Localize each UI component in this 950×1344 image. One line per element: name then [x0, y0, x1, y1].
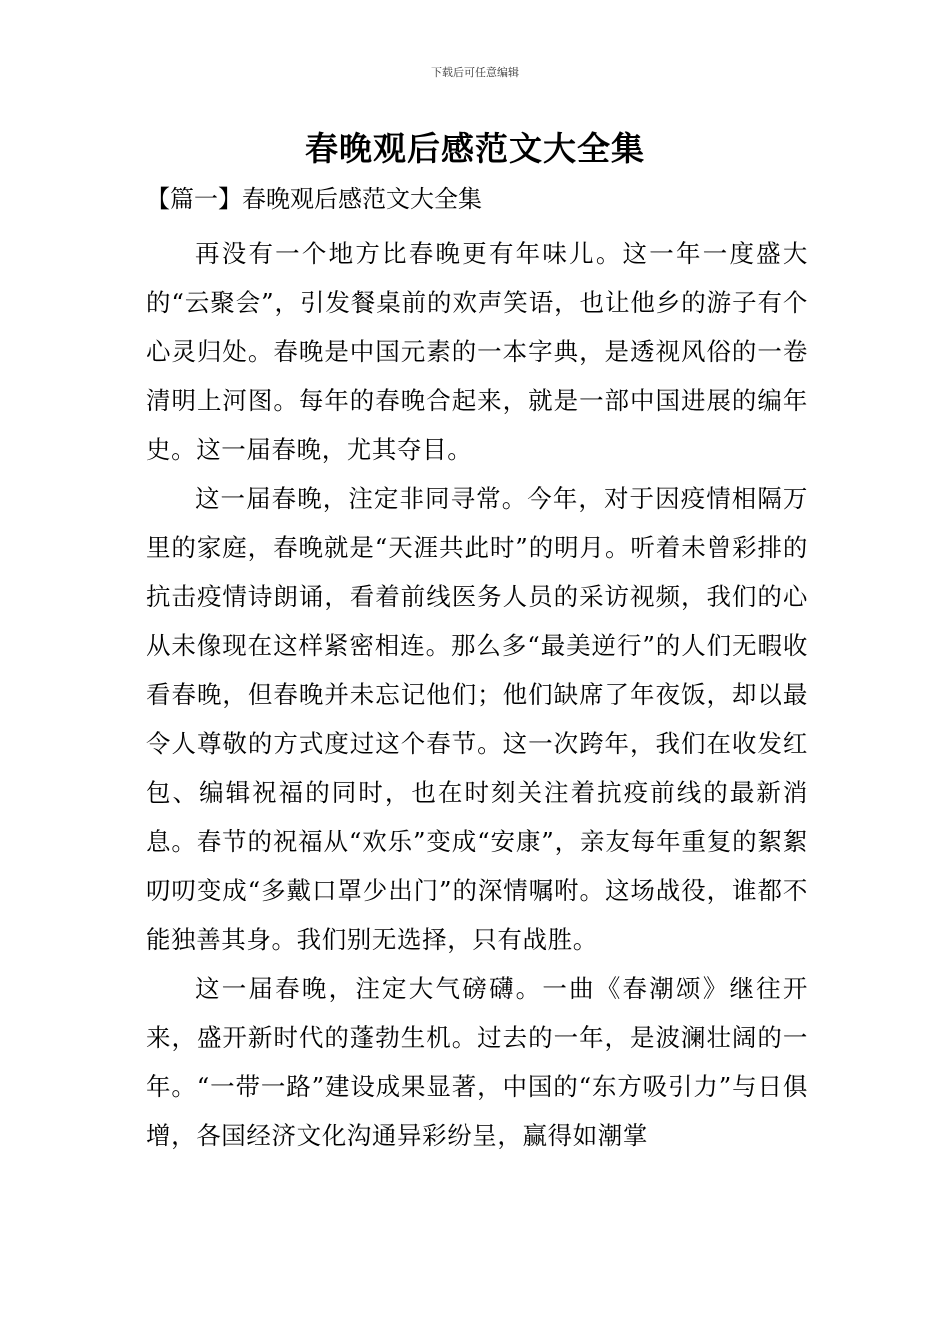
body-text [146, 229, 808, 1160]
paragraph: 这一届春晚，注定大气磅礴。一曲《春潮颂》继往开来，盛开新时代的蓬勃生机。过去的一年，是波澜壮阔的一年。“一带一路”建设成果显著，中国的“东方吸引力”与日俱增，各国经济文化沟通异彩纷呈，赢得如潮掌 [146, 974, 808, 1150]
section-heading: 【篇一】春晚观后感范文大全集 [146, 185, 482, 213]
document-title: 春晚观后感范文大全集 [305, 129, 645, 168]
paragraph: 再没有一个地方比春晚更有年味儿。这一年一度盛大的“云聚会”，引发餐桌前的欢声笑语，也让他乡的游子有个心灵归处。春晚是中国元素的一本字典，是透视风俗的一卷清明上河图。每年的春晚合起来，就是一部中国进展的编年史。这一届春晚，尤其夺目。 [146, 239, 808, 464]
header-note: 下载后可任意编辑 [431, 66, 519, 79]
paragraph: 这一届春晚，注定非同寻常。今年，对于因疫情相隔万里的家庭，春晚就是“天涯共此时”的明月。听着未曾彩排的抗击疫情诗朗诵，看着前线医务人员的采访视频，我们的心从未像现在这样紧密相连。那么多“最美逆行”的人们无暇收看春晚，但春晚并未忘记他们；他们缺席了年夜饭，却以最令人尊敬的方式度过这个春节。这一次跨年，我们在收发红包、编辑祝福的同时，也在时刻关注着抗疫前线的最新消息。春节的祝福从“欢乐”变成“安康”，亲友每年重复的絮絮叨叨变成“多戴口罩少出门”的深情嘱咐。这场战役，谁都不能独善其身。我们别无选择，只有战胜。 [146, 484, 808, 954]
